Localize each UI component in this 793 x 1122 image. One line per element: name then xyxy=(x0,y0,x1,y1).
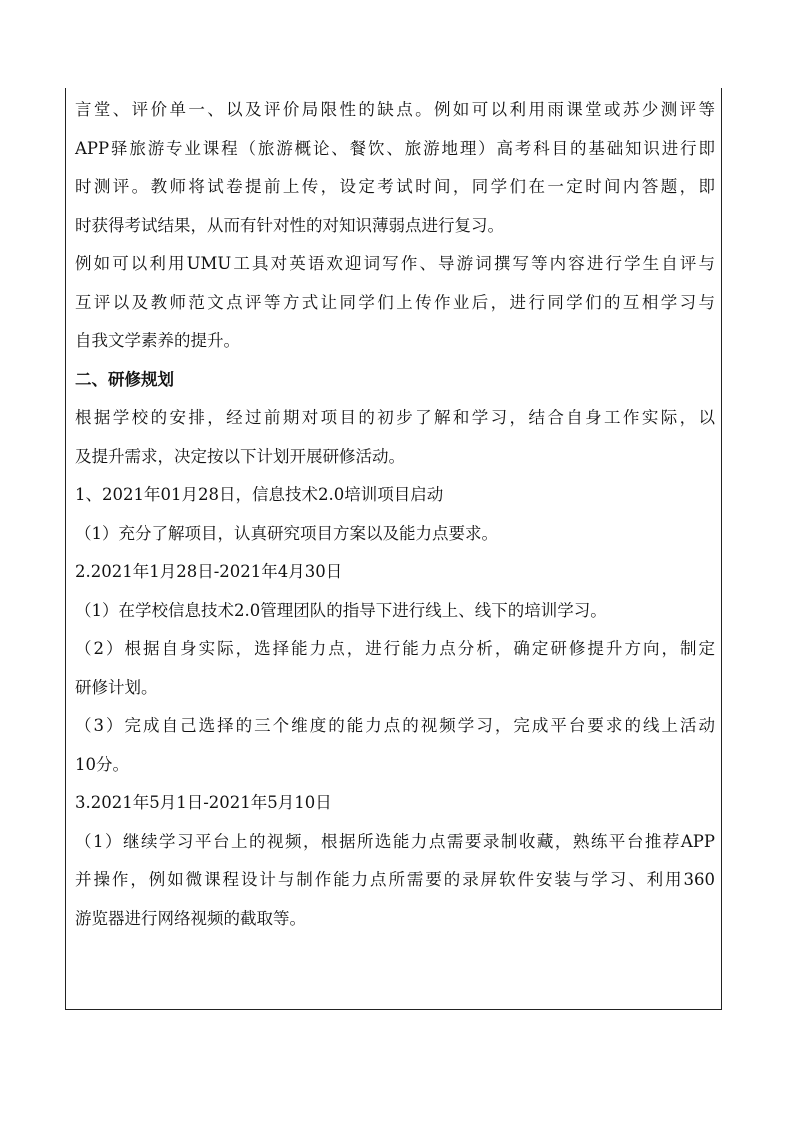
text-line: 时获得考试结果，从而有针对性的对知识薄弱点进行复习。 xyxy=(75,215,504,235)
text-line: 游览器进行网络视频的截取等。 xyxy=(75,908,306,928)
text-line: 互评以及教师范文点评等方式让同学们上传作业后，进行同学们的互相学习与 xyxy=(75,292,715,312)
text-line: 1、2021年01月28日，信息技术2.0培训项目启动 xyxy=(75,485,444,504)
section-heading: 二、研修规划 xyxy=(75,369,174,389)
text-line: （3）完成自己选择的三个维度的能力点的视频学习，完成平台要求的线上活动 xyxy=(75,716,715,735)
text-line: 自我文学素养的提升。 xyxy=(75,331,240,350)
text-line: 时测评。教师将试卷提前上传，设定考试时间，同学们在一定时间内答题，即 xyxy=(75,177,715,196)
text-line: （1）继续学习平台上的视频，根据所选能力点需要录制收藏，熟练平台推荐APP xyxy=(75,831,715,851)
text-line: 根据学校的安排，经过前期对项目的初步了解和学习，结合自身工作实际，以 xyxy=(75,408,715,427)
text-line: （1）在学校信息技术2.0管理团队的指导下进行线上、线下的培训学习。 xyxy=(75,600,607,620)
text-line: 言堂、评价单一、以及评价局限性的缺点。例如可以利用雨课堂或苏少测评等 xyxy=(75,100,715,119)
text-line: 2.2021年1月28日-2021年4月30日 xyxy=(75,562,343,581)
text-line: 10分。 xyxy=(75,754,129,774)
text-line: （2）根据自身实际，选择能力点，进行能力点分析，确定研修提升方向，制定 xyxy=(75,639,715,658)
text-line: （1）充分了解项目，认真研究项目方案以及能力点要求。 xyxy=(75,523,498,543)
document-body xyxy=(75,100,715,947)
text-line: 及提升需求，决定按以下计划开展研修活动。 xyxy=(75,446,405,466)
text-line: 3.2021年5月1日-2021年5月10日 xyxy=(75,793,332,812)
text-line: 并操作，例如微课程设计与制作能力点所需要的录屏软件安装与学习、利用360 xyxy=(75,870,715,889)
text-line: 例如可以利用UMU工具对英语欢迎词写作、导游词撰写等内容进行学生自评与 xyxy=(75,254,715,273)
text-line: APP驿旅游专业课程（旅游概论、餐饮、旅游地理）高考科目的基础知识进行即 xyxy=(75,138,715,158)
text-line: 研修计划。 xyxy=(75,677,158,697)
